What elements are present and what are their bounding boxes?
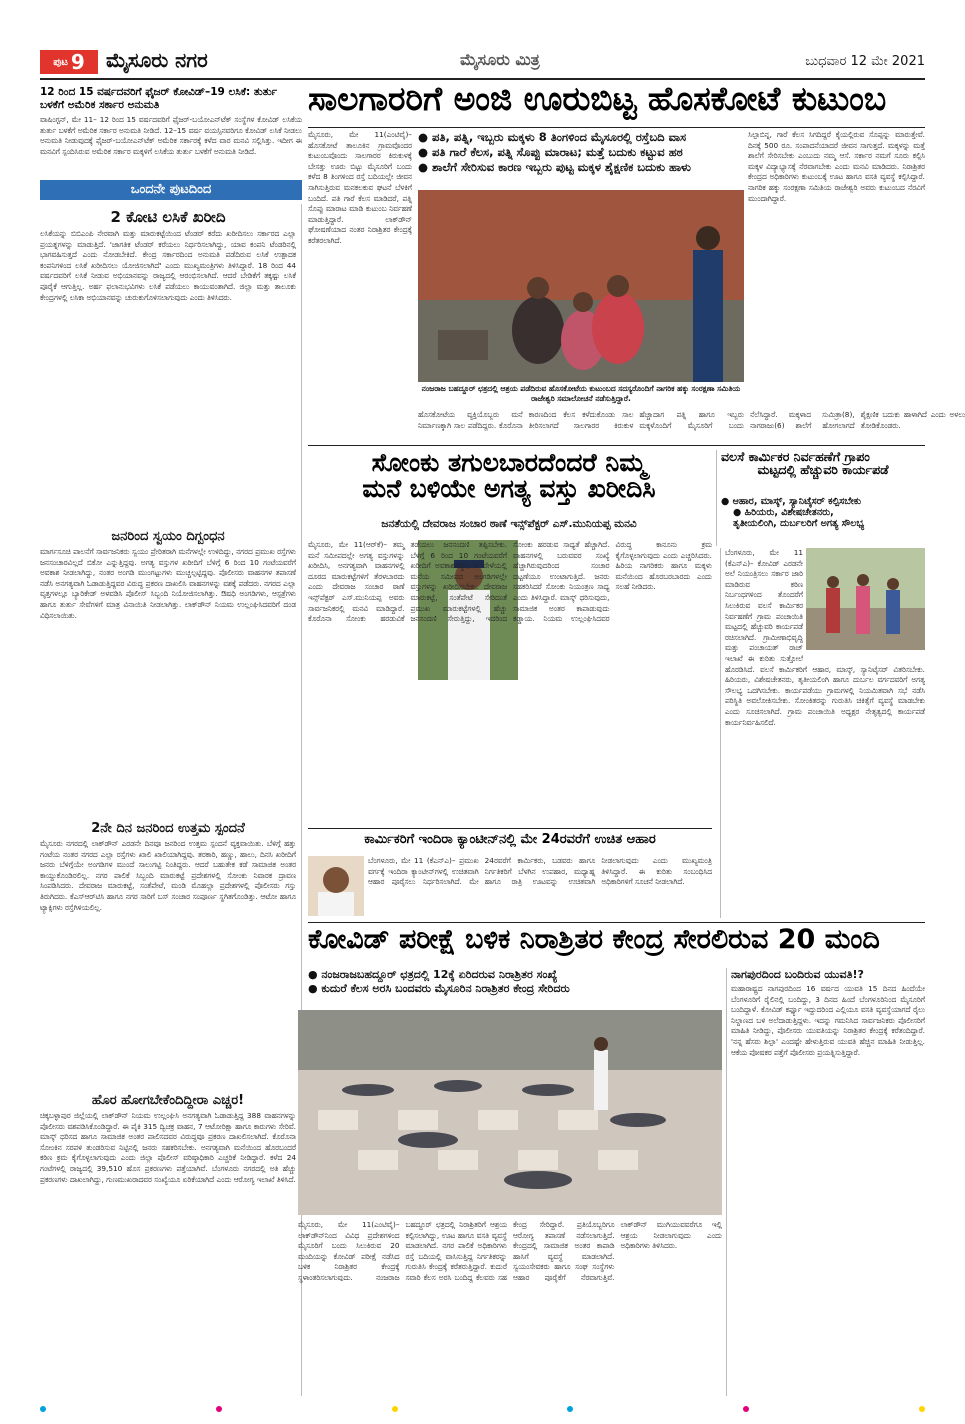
vaccine-purchase-body: ಲಸಿಕೆಯನ್ನು ಬಿಬಿಎಂಪಿ ನೇರವಾಗಿ ಮತ್ತು ಮಾರುಕಟ್ಟೆಯಿಂದ ಟೆಂಡರ್ ಕರೆದು ಖರೀದಿಸಲು ಸರ್ಕಾರದ ಎಲ್ಲಾ ಪ್ರಯತ್ನಗಳನ್ನು ಮಾಡುತ್ತಿದೆ. 'ಜಾಗತಿಕ ಟೆಂಡರ್ ಕರೆಯಲು ನಿರ್ಧರಿಸಲಾಗಿದ್ದು, ಯಾವ ಕಂಪನಿ ಟೆಂಡರಿನಲ್ಲಿ ಭಾಗವಹಿಸುತ್ತದೆ ಎಂದು ನೋಡಬೇಕಿದೆ. ಕೇಂದ್ರ ಸರ್ಕಾರದಿಂದ ಅನುಮತಿ ಪಡೆದಿರುವ ಲಸಿಕೆ ಉತ್ಪಾದಕ ಕಂಪನಿಗಳಿಂದ ಲಸಿಕೆ ಖರೀದಿಸಲು ಯೋಜಿಸಲಾಗಿದೆ' ಎಂದು ಮುಖ್ಯಮಂತ್ರಿಗಳು ತಿಳಿಸಿದ್ದಾರೆ. 18 ರಿಂದ 44 ವರ್ಷದವರಿಗೆ ಲಸಿಕೆ ನೀಡುವ ಅಭಿಯಾನವನ್ನು ರಾಜ್ಯದಲ್ಲಿ ಆರಂಭಿಸಲಾಗಿದೆ. ಆದರೆ ಬೇಡಿಕೆಗೆ ತಕ್ಕಷ್ಟು ಲಸಿಕೆ ಪೂರೈಕೆ ಆಗುತ್ತಿಲ್ಲ. ಅರ್ಹ ಫಲಾನುಭವಿಗಳು ಲಸಿಕೆ ಪಡೆಯಲು ಕಾಯುವಂತಾಗಿದೆ. ಜಿಲ್ಲಾ ಮತ್ತು ತಾಲೂಕು ಕೇಂದ್ರಗಳಲ್ಲಿ ಲಸಿಕಾ ಅಭಿಯಾನವನ್ನು ಚುರುಕುಗೊಳಿಸಲಾಗುವುದು ಎಂದು ತಿಳಿಸಿದರು. bbox=[40, 229, 296, 302]
bottom-story-headline: ಕೋವಿಡ್ ಪರೀಕ್ಷೆ ಬಳಿಕ ನಿರಾಶ್ರಿತರ ಕೇಂದ್ರ ಸೇರಲಿರುವ 20 ಮಂದಿ bbox=[308, 924, 880, 955]
top-story-bullets bbox=[418, 130, 742, 182]
print-registration-marks bbox=[40, 1404, 925, 1414]
family-photo-illustration bbox=[418, 190, 744, 382]
continued-from-page-bar: ಒಂದನೇ ಪುಟದಿಂದ bbox=[40, 180, 302, 200]
self-lockdown-body: ಮಾರ್ಗಸೂಚಿ ಪಾಲನೆಗೆ ಸಾರ್ವಜನಿಕರು ಸ್ವಯಂ ಪ್ರೇರಿತರಾಗಿ ಮನೆಗಳಲ್ಲೇ ಉಳಿದಿದ್ದು, ನಗರದ ಪ್ರಮುಖ ರಸ್ತೆಗಳು ಜನಸಂಚಾರವಿಲ್ಲದೆ ಬಿಕೋ ಎನ್ನುತ್ತಿದ್ದವು. ಅಗತ್ಯ ವಸ್ತುಗಳ ಖರೀದಿಗೆ ಬೆಳಿಗ್ಗೆ 6 ರಿಂದ 10 ಗಂಟೆಯವರೆಗೆ ಅವಕಾಶ ನೀಡಲಾಗಿದ್ದು, ನಂತರ ಅಂಗಡಿ ಮುಂಗಟ್ಟುಗಳು ಮುಚ್ಚಲ್ಪಟ್ಟಿದ್ದವು. ಪೊಲೀಸರು ವಾಹನಗಳ ತಪಾಸಣೆ ನಡೆಸಿ ಅನಗತ್ಯವಾಗಿ ಓಡಾಡುತ್ತಿದ್ದವರ ವಿರುದ್ಧ ಪ್ರಕರಣ ದಾಖಲಿಸಿ ವಾಹನಗಳನ್ನು ವಶಕ್ಕೆ ಪಡೆದರು. ನಗರದ ಎಲ್ಲಾ ವೃತ್ತಗಳಲ್ಲೂ ಬ್ಯಾರಿಕೇಡ್ ಅಳವಡಿಸಿ ಪೊಲೀಸ್ ಸಿಬ್ಬಂದಿ ನಿಯೋಜಿಸಲಾಗಿತ್ತು. ಔಷಧಿ ಅಂಗಡಿಗಳು, ಆಸ್ಪತ್ರೆಗಳು ಹಾಗೂ ತುರ್ತು ಸೇವೆಗಳಿಗೆ ಮಾತ್ರ ವಿನಾಯಿತಿ ನೀಡಲಾಗಿತ್ತು. ಲಾಕ್‌ಡೌನ್ ನಿಯಮ ಉಲ್ಲಂಘಿಸಿದವರಿಗೆ ದಂಡ ವಿಧಿಸಲಾಯಿತು. bbox=[40, 547, 296, 620]
minister-illustration bbox=[308, 856, 364, 916]
cyan-dot bbox=[40, 1406, 46, 1412]
second-day-body: ಮೈಸೂರು ನಗರದಲ್ಲಿ ಲಾಕ್‌ಡೌನ್ ಎರಡನೇ ದಿನವೂ ಜನರಿಂದ ಉತ್ತಮ ಸ್ಪಂದನೆ ವ್ಯಕ್ತವಾಯಿತು. ಬೆಳಿಗ್ಗೆ ಹತ್ತು ಗಂಟೆಯ ನಂತರ ನಗರದ ಎಲ್ಲಾ ರಸ್ತೆಗಳು ಖಾಲಿ ಖಾಲಿಯಾಗಿದ್ದವು. ತರಕಾರಿ, ಹಣ್ಣು, ಹಾಲು, ದಿನಸಿ ಖರೀದಿಗೆ ಜನರು ಬೆಳಿಗ್ಗೆಯೇ ಅಂಗಡಿಗಳ ಮುಂದೆ ಸಾಲುಗಟ್ಟಿ ನಿಂತಿದ್ದರು. ಆದರೆ ಬಹುತೇಕ ಕಡೆ ಸಾಮಾಜಿಕ ಅಂತರ ಕಾಯ್ದುಕೊಂಡಿರಲಿಲ್ಲ. ನಗರ ಪಾಲಿಕೆ ಸಿಬ್ಬಂದಿ ಮಾರುಕಟ್ಟೆ ಪ್ರದೇಶಗಳಲ್ಲಿ ಸೋಂಕು ನಿವಾರಕ ದ್ರಾವಣ ಸಿಂಪಡಿಸಿದರು. ದೇವರಾಜ ಮಾರುಕಟ್ಟೆ, ಸಂತೆಪೇಟೆ, ಮಂಡಿ ಮೊಹಲ್ಲಾ ಪ್ರದೇಶಗಳಲ್ಲಿ ಪೊಲೀಸರು ಗಸ್ತು ತಿರುಗಿದರು. ಕೆಎಸ್‌ಆರ್‌ಟಿಸಿ ಹಾಗೂ ನಗರ ಸಾರಿಗೆ ಬಸ್ ಸಂಚಾರ ಸಂಪೂರ್ಣ ಸ್ಥಗಿತಗೊಂಡಿತ್ತು. ಆಟೋ ಹಾಗೂ ಟ್ಯಾಕ್ಸಿಗಳು ರಸ್ತೆಗಿಳಿಯಲಿಲ್ಲ. bbox=[40, 839, 296, 912]
nagpur-sidebar bbox=[726, 968, 925, 1396]
canteen-headline: ಕಾರ್ಮಿಕರಿಗೆ ಇಂದಿರಾ ಕ್ಯಾಂಟೀನ್‌ನಲ್ಲಿ ಮೇ 24ರವರೆಗೆ ಉಚಿತ ಆಹಾರ bbox=[308, 828, 712, 850]
warning-body: ಚಿಕ್ಕಬಳ್ಳಾಪುರ ಜಿಲ್ಲೆಯಲ್ಲಿ ಲಾಕ್‌ಡೌನ್ ನಿಯಮ ಉಲ್ಲಂಘಿಸಿ ಅನಗತ್ಯವಾಗಿ ಓಡಾಡುತ್ತಿದ್ದ 388 ವಾಹನಗಳನ್ನು ಪೊಲೀಸರು ವಶಪಡಿಸಿಕೊಂಡಿದ್ದಾರೆ. ಈ ಪೈಕಿ 315 ದ್ವಿಚಕ್ರ ವಾಹನ, 7 ಆಟೋರಿಕ್ಷಾ ಹಾಗೂ ಕಾರುಗಳು ಸೇರಿವೆ. ಮಾಸ್ಕ್ ಧರಿಸದ ಹಾಗೂ ಸಾಮಾಜಿಕ ಅಂತರ ಪಾಲಿಸದವರ ವಿರುದ್ಧವೂ ಪ್ರಕರಣ ದಾಖಲಿಸಲಾಗಿದೆ. ಕೊರೊನಾ ಸೋಂಕಿನ ಸರಪಳಿ ತುಂಡರಿಸುವ ನಿಟ್ಟಿನಲ್ಲಿ ಜನರು ಸಹಕರಿಸಬೇಕು. ಅನಗತ್ಯವಾಗಿ ಮನೆಯಿಂದ ಹೊರಬಂದರೆ ಕಠಿಣ ಕ್ರಮ ಕೈಗೊಳ್ಳಲಾಗುವುದು ಎಂದು ಜಿಲ್ಲಾ ಪೊಲೀಸ್ ವರಿಷ್ಠಾಧಿಕಾರಿ ಎಚ್ಚರಿಕೆ ನೀಡಿದ್ದಾರೆ. ಕಳೆದ 24 ಗಂಟೆಗಳಲ್ಲಿ ರಾಜ್ಯದಲ್ಲಿ 39,510 ಹೊಸ ಪ್ರಕರಣಗಳು ಪತ್ತೆಯಾಗಿವೆ. ಬೆಂಗಳೂರು ನಗರದಲ್ಲಿ ಅತಿ ಹೆಚ್ಚು ಪ್ರಕರಣಗಳು ದಾಖಲಾಗಿದ್ದು, ಗುಣಮುಖರಾದವರ ಸಂಖ್ಯೆಯೂ ಏರಿಕೆಯಾಗಿದೆ ಎಂದು ಆರೋಗ್ಯ ಇಲಾಖೆ ತಿಳಿಸಿದೆ. bbox=[40, 1111, 296, 1184]
migrant-headline: ವಲಸೆ ಕಾರ್ಮಿಕರ ನಿರ್ವಹಣೆಗೆ ಗ್ರಾಪಂ ಮಟ್ಟದಲ್ಲಿ ಹೆಚ್ಚುವರಿ ಕಾರ್ಯಪಡೆ bbox=[716, 450, 925, 500]
page-label: ಪುಟ bbox=[53, 56, 68, 68]
bottom-story-body: ಮೈಸೂರು, ಮೇ 11(ಎಂಟಿವೈ)– ಲಾಕ್‌ಡೌನ್‌ನಿಂದ ವಿವಿಧ ಪ್ರದೇಶಗಳಿಂದ ಮೈಸೂರಿಗೆ ಬಂದು ಸಿಲುಕಿರುವ 20 ಮಂದಿಯನ್ನು ಕೋವಿಡ್ ಪರೀಕ್ಷೆ ನಡೆಸಿದ ಬಳಿಕ ನಿರಾಶ್ರಿತರ ಕೇಂದ್ರಕ್ಕೆ ಸ್ಥಳಾಂತರಿಸಲಾಗುವುದು. ನಂಜರಾಜ ಬಹದ್ದೂರ್ ಛತ್ರದಲ್ಲಿ ನಿರಾಶ್ರಿತರಿಗೆ ಆಶ್ರಯ ಕಲ್ಪಿಸಲಾಗಿದ್ದು, ಊಟ ಹಾಗೂ ವಸತಿ ವ್ಯವಸ್ಥೆ ಮಾಡಲಾಗಿದೆ. ನಗರ ಪಾಲಿಕೆ ಅಧಿಕಾರಿಗಳು ರಸ್ತೆ ಬದಿಯಲ್ಲಿ ವಾಸಿಸುತ್ತಿದ್ದ ನಿರ್ಗತಿಕರನ್ನು ಗುರುತಿಸಿ ಕೇಂದ್ರಕ್ಕೆ ಕರೆತರುತ್ತಿದ್ದಾರೆ. ಕುದುರೆ ಸವಾರಿ ಕೆಲಸ ಅರಸಿ ಬಂದಿದ್ದ ಕೆಲವರು ಸಹ ಕೇಂದ್ರ ಸೇರಿದ್ದಾರೆ. ಪ್ರತಿಯೊಬ್ಬರಿಗೂ ಆರೋಗ್ಯ ತಪಾಸಣೆ ನಡೆಸಲಾಗುತ್ತಿದೆ. ಕೇಂದ್ರದಲ್ಲಿ ಸಾಮಾಜಿಕ ಅಂತರ ಕಾಪಾಡಿ ಹಾಸಿಗೆ ವ್ಯವಸ್ಥೆ ಮಾಡಲಾಗಿದೆ. ಸ್ವಯಂಸೇವಕರು ಹಾಗೂ ಸಂಘ ಸಂಸ್ಥೆಗಳು ಆಹಾರ ಪೂರೈಕೆಗೆ ನೆರವಾಗುತ್ತಿವೆ. ಲಾಕ್‌ಡೌನ್ ಮುಗಿಯುವವರೆಗೂ ಇಲ್ಲಿ ಆಶ್ರಯ ನೀಡಲಾಗುವುದು ಎಂದು ಅಧಿಕಾರಿಗಳು ತಿಳಿಸಿದರು. bbox=[298, 1220, 722, 1282]
infection-headline: ಸೋಂಕು ತಗುಲಬಾರದೆಂದರೆ ನಿಮ್ಮ ಮನೆ ಬಳಿಯೇ ಅಗತ್ಯ ವಸ್ತು ಖರೀದಿಸಿ bbox=[362, 448, 656, 504]
family-photo bbox=[418, 190, 744, 382]
top-story-headline: ಸಾಲಗಾರರಿಗೆ ಅಂಜಿ ಊರುಬಿಟ್ಟ ಹೊಸಕೋಟೆ ಕುಟುಂಬ bbox=[308, 79, 887, 118]
top-story-col3: ಸಿಲ್ಪಾಬಿನ್ನ, ಗಾರೆ ಕೆಲಸ ಸಿಗದಿದ್ದರೆ ಕೈಯಲ್ಲಿರುವ ಸೊಪ್ಪನ್ನು ಮಾರುತ್ತೇವೆ. ದಿನಕ್ಕೆ 500 ರೂ. ಸಂಪಾದನೆಯಾದರೆ ಜೀವನ ಸಾಗುತ್ತದೆ. ಮಕ್ಕಳನ್ನು ಮತ್ತೆ ಶಾಲೆಗೆ ಸೇರಿಸಬೇಕು ಎಂಬುದು ನಮ್ಮ ಆಸೆ. ಸರ್ಕಾರ ನಮಗೆ ಸೂರು ಕಲ್ಪಿಸಿ ಮಕ್ಕಳ ವಿದ್ಯಾಭ್ಯಾಸಕ್ಕೆ ನೆರವಾಗಬೇಕು ಎಂದು ಮನವಿ ಮಾಡಿದರು. ನಿರಾಶ್ರಿತರ ಕೇಂದ್ರದ ಅಧಿಕಾರಿಗಳು ಕುಟುಂಬಕ್ಕೆ ಊಟ ಹಾಗೂ ವಸತಿ ವ್ಯವಸ್ಥೆ ಕಲ್ಪಿಸಿದ್ದಾರೆ. ನಾಗರಿಕ ಹಕ್ಕು ಸಂರಕ್ಷಣಾ ಸಮಿತಿಯ ರಾಜೇಶ್ವರಿ ಅವರು ಕುಟುಂಬದ ನೆರವಿಗೆ ಮುಂದಾಗಿದ್ದಾರೆ. bbox=[748, 130, 925, 203]
heading-second-day: 2ನೇ ದಿನ ಜನರಿಂದ ಉತ್ತಮ ಸ್ಪಂದನೆ bbox=[91, 821, 245, 836]
bottom-story-bullets: ● ನಂಜರಾಜಬಹದ್ದೂರ್ ಛತ್ರದಲ್ಲಿ 12ಕ್ಕೆ ಏರಿದರುವ ನಿರಾಶ್ರಿತರ ಸಂಖ್ಯೆ ● ಕುದುರೆ ಕೆಲಸ ಅರಸಿ ಬಂದವರು ಮೈಸೂರಿನ ನಿರಾಶ್ರಿತರ ಕೇಂದ್ರ ಸೇರಿದರು bbox=[308, 968, 570, 995]
divider bbox=[308, 127, 925, 128]
infection-body: ಮೈಸೂರು, ಮೇ 11(ಆರ್‌ಕೆ)– ತಮ್ಮ ಮನೆ ಸಮೀಪದಲ್ಲೇ ಅಗತ್ಯ ವಸ್ತುಗಳನ್ನು ಖರೀದಿಸಿ, ಅನಗತ್ಯವಾಗಿ ವಾಹನಗಳಲ್ಲಿ ದೂರದ ಮಾರುಕಟ್ಟೆಗಳಿಗೆ ತೆರಳಬಾರದು ಎಂದು ದೇವರಾಜ ಸಂಚಾರ ಠಾಣೆ ಇನ್ಸ್‌ಪೆಕ್ಟರ್ ಎಸ್.ಮುನಿಯಪ್ಪ ಅವರು ಸಾರ್ವಜನಿಕರಲ್ಲಿ ಮನವಿ ಮಾಡಿದ್ದಾರೆ. ಕೊರೊನಾ ಸೋಂಕು ಹರಡುವಿಕೆ ತಡೆಯಲು ಜನಸಂದಣಿ ತಪ್ಪಿಸಬೇಕು. ಬೆಳಿಗ್ಗೆ 6 ರಿಂದ 10 ಗಂಟೆಯವರೆಗೆ ಖರೀದಿಗೆ ಅವಕಾಶವಿದ್ದು, ಆ ವೇಳೆಯಲ್ಲಿ ಮನೆಯ ಸಮೀಪದ ಅಂಗಡಿಗಳಲ್ಲೇ ವಸ್ತುಗಳನ್ನು ಖರೀದಿಸಬೇಕು. ದೇವರಾಜ ಮಾರುಕಟ್ಟೆ, ಸಂತೆಪೇಟೆ ಸೇರಿದಂತೆ ಪ್ರಮುಖ ಮಾರುಕಟ್ಟೆಗಳಲ್ಲಿ ಹೆಚ್ಚು ಜನಸಂದಣಿ ಸೇರುತ್ತಿದ್ದು, ಇದರಿಂದ ಸೋಂಕು ಹರಡುವ ಸಾಧ್ಯತೆ ಹೆಚ್ಚಾಗಿದೆ. ವಾಹನಗಳಲ್ಲಿ ಬರುವವರ ಸಂಖ್ಯೆ ಹೆಚ್ಚಾಗಿರುವುದರಿಂದ ಸಂಚಾರ ದಟ್ಟಣೆಯೂ ಉಂಟಾಗುತ್ತಿದೆ. ಜನರು ಸಹಕರಿಸಿದರೆ ಸೋಂಕು ನಿಯಂತ್ರಣ ಸಾಧ್ಯ ಎಂದು ತಿಳಿಸಿದ್ದಾರೆ. ಮಾಸ್ಕ್ ಧರಿಸುವುದು, ಸಾಮಾಜಿಕ ಅಂತರ ಕಾಪಾಡುವುದು ಕಡ್ಡಾಯ. ನಿಯಮ ಉಲ್ಲಂಘಿಸಿದವರ ವಿರುದ್ಧ ಕಾನೂನು ಕ್ರಮ ಕೈಗೊಳ್ಳಲಾಗುವುದು ಎಂದು ಎಚ್ಚರಿಸಿದರು. ಹಿರಿಯ ನಾಗರಿಕರು ಹಾಗೂ ಮಕ್ಕಳು ಮನೆಯಿಂದ ಹೊರಬರಬಾರದು ಎಂದು ಸಲಹೆ ನೀಡಿದರು. bbox=[308, 540, 712, 624]
yellow-dot bbox=[392, 1406, 398, 1412]
left-column bbox=[40, 204, 302, 1396]
top-story-col2: ಹೊಸಕೋಟೆಯ ವ್ಯಕ್ತಿಯೊಬ್ಬರು ಮನೆ ನಿರ್ಮಾಣಕ್ಕಾಗಿ ಸಾಲ ಪಡೆದಿದ್ದರು. ಕೊರೊನಾ ಕಾರಣದಿಂದ ಕೆಲಸ ಕಳೆದುಕೊಂಡು ಸಾಲ ತೀರಿಸಲಾಗದೆ ಸಾಲಗಾರರ ಕಿರುಕುಳ ಹೆಚ್ಚಾದಾಗ ಪತ್ನಿ ಹಾಗೂ ಇಬ್ಬರು ಮಕ್ಕಳೊಂದಿಗೆ ಮೈಸೂರಿಗೆ ಬಂದು ನೆಲೆಸಿದ್ದಾರೆ. ಮಕ್ಕಳಾದ ಸುಮಿತ್ರಾ(8), ನಾಗರಾಜು(6) ಶಾಲೆಗೆ ಹೋಗಲಾಗದೆ ಶೈಕ್ಷಣಿಕ ಬದುಕು ಹಾಳಾಗಿದೆ ಎಂದು ಅಳಲು ತೋಡಿಕೊಂಡರು. bbox=[418, 410, 965, 430]
magenta-dot bbox=[216, 1406, 222, 1412]
shelter-illustration bbox=[298, 1010, 722, 1215]
page-number: 9 bbox=[70, 50, 85, 74]
masthead bbox=[40, 46, 925, 80]
infection-subheading: ಜನತೆಯಲ್ಲಿ ದೇವರಾಜ ಸಂಚಾರ ಠಾಣೆ ಇನ್ಸ್‌ಪೆಕ್ಟರ್ ಎಸ್.ಮುನಿಯಪ್ಪ ಮನವಿ bbox=[381, 518, 637, 530]
canteen-body: ಬೆಂಗಳೂರು, ಮೇ 11 (ಕೆಎನ್‌ಎ)– ಪ್ರಮುಖ ವರ್ಗಕ್ಕೆ ಇಂದಿರಾ ಕ್ಯಾಂಟೀನ್‌ಗಳಲ್ಲಿ ಉಚಿತವಾಗಿ ಆಹಾರ ಪೂರೈಸಲು ನಿರ್ಧರಿಸಲಾಗಿದೆ. ಮೇ 24ರವರೆಗೆ ಕಾರ್ಮಿಕರು, ಬಡವರು ಹಾಗೂ ನಿರ್ಗತಿಕರಿಗೆ ಬೆಳಗಿನ ಉಪಹಾರ, ಮಧ್ಯಾಹ್ನ ಹಾಗೂ ರಾತ್ರಿ ಊಟವನ್ನು ಉಚಿತವಾಗಿ ನೀಡಲಾಗುವುದು ಎಂದು ಮುಖ್ಯಮಂತ್ರಿ ತಿಳಿಸಿದ್ದಾರೆ. ಈ ಕುರಿತು ಸಂಬಂಧಿಸಿದ ಅಧಿಕಾರಿಗಳಿಗೆ ಸೂಚನೆ ನೀಡಲಾಗಿದೆ. bbox=[368, 856, 712, 887]
migrant-body: ಬೆಂಗಳೂರು, ಮೇ 11 (ಕೆಎನ್‌ಎ)– ಕೋವಿಡ್ ಎರಡನೇ ಅಲೆ ನಿಯಂತ್ರಿಸಲು ಸರ್ಕಾರ ಜಾರಿ ಮಾಡಿರುವ ಕಠಿಣ ನಿರ್ಬಂಧಗಳಿಂದ ತೊಂದರೆಗೆ ಸಿಲುಕಿರುವ ವಲಸೆ ಕಾರ್ಮಿಕರ ನಿರ್ವಹಣೆಗೆ ಗ್ರಾಮ ಪಂಚಾಯಿತಿ ಮಟ್ಟದಲ್ಲಿ ಹೆಚ್ಚುವರಿ ಕಾರ್ಯಪಡೆ ರಚಿಸಲಾಗಿದೆ. ಗ್ರಾಮೀಣಾಭಿವೃದ್ಧಿ ಮತ್ತು ಪಂಚಾಯತ್ ರಾಜ್ ಇಲಾಖೆ ಈ ಕುರಿತು ಸುತ್ತೋಲೆ ಹೊರಡಿಸಿದೆ. ವಲಸೆ ಕಾರ್ಮಿಕರಿಗೆ ಆಹಾರ, ಮಾಸ್ಕ್, ಸ್ಯಾನಿಟೈಸರ್ ವಿತರಿಸಬೇಕು. ಹಿರಿಯರು, ವಿಶೇಷಚೇತನರು, ತೃತೀಯಲಿಂಗಿ ಹಾಗೂ ದುರ್ಬಲ ವರ್ಗದವರಿಗೆ ಅಗತ್ಯ ಸೌಲಭ್ಯ ಒದಗಿಸಬೇಕು. ಕಾರ್ಯಪಡೆಯು ಗ್ರಾಮಗಳಲ್ಲಿ ನಿಯಮಿತವಾಗಿ ಸಭೆ ನಡೆಸಿ ಪರಿಸ್ಥಿತಿ ಅವಲೋಕಿಸಬೇಕು. ಸೋಂಕಿತರನ್ನು ಗುರುತಿಸಿ ಚಿಕಿತ್ಸೆಗೆ ವ್ಯವಸ್ಥೆ ಮಾಡಬೇಕು ಎಂದು ಸೂಚಿಸಲಾಗಿದೆ. ಗ್ರಾಮ ಪಂಚಾಯಿತಿ ಅಧ್ಯಕ್ಷರ ನೇತೃತ್ವದಲ್ಲಿ ಕಾರ್ಯಪಡೆ ಕಾರ್ಯನಿರ್ವಹಿಸಲಿದೆ. bbox=[720, 548, 925, 918]
top-bullet-2: ● ಪತಿ ಗಾರೆ ಕೆಲಸ, ಪತ್ನಿ ಸೊಪ್ಪು ಮಾರಾಟ; ಮತ್ತೆ ಬದುಕು ಕಟ್ಟುವ ಹಠ bbox=[418, 145, 683, 159]
minister-photo bbox=[308, 856, 364, 916]
heading-warning: ಹೊರ ಹೋಗಬೇಕೆಂದಿದ್ದೀರಾ ಎಚ್ಚರ! bbox=[91, 1093, 245, 1108]
nagpur-title: ನಾಗಪುರದಿಂದ ಬಂದಿರುವ ಯುವತಿ!? bbox=[731, 968, 864, 981]
heading-self-lockdown: ಜನರಿಂದ ಸ್ವಯಂ ದಿಗ್ಬಂಧನ bbox=[111, 529, 225, 544]
migrant-bullets: ● ಆಹಾರ, ಮಾಸ್ಕ್, ಸ್ಯಾನಿಟೈಸರ್ ಕಲ್ಪಿಸಬೇಕು ● ಹಿರಿಯರು, ವಿಶೇಷಚೇತನರು, ತೃತೀಯಲಿಂಗಿ, ದುರ್ಬಲರಿಗೆ ಅಗತ್ಯ ಸೌಲಭ್ಯ bbox=[716, 496, 925, 546]
top-story-col1: ಮೈಸೂರು, ಮೇ 11(ಎಂಟಿವೈ)– ಹೊಸಕೋಟೆ ತಾಲೂಕಿನ ಗ್ರಾಮವೊಂದರ ಕುಟುಂಬವೊಂದು ಸಾಲಗಾರರ ಕಿರುಕುಳಕ್ಕೆ ಬೇಸತ್ತು ಊರು ಬಿಟ್ಟು ಮೈಸೂರಿಗೆ ಬಂದು ಕಳೆದ 8 ತಿಂಗಳಿಂದ ರಸ್ತೆ ಬದಿಯಲ್ಲೇ ಜೀವನ ಸಾಗಿಸುತ್ತಿರುವ ಮನಕಲಕುವ ಘಟನೆ ಬೆಳಕಿಗೆ ಬಂದಿದೆ. ಪತಿ ಗಾರೆ ಕೆಲಸ ಮಾಡಿದರೆ, ಪತ್ನಿ ಸೊಪ್ಪು ಮಾರಾಟ ಮಾಡಿ ಕುಟುಂಬ ನಿರ್ವಹಣೆ ಮಾಡುತ್ತಿದ್ದಾರೆ. ಲಾಕ್‌ಡೌನ್ ಘೋಷಣೆಯಾದ ನಂತರ ನಿರಾಶ್ರಿತರ ಕೇಂದ್ರಕ್ಕೆ ಕರೆತರಲಾಗಿದೆ. bbox=[308, 130, 412, 245]
top-bullet-3: ● ಶಾಲೆಗೆ ಸೇರಿಸುವ ಕಾರಣ ಇಬ್ಬರು ಪುಟ್ಟ ಮಕ್ಕಳ ಶೈಕ್ಷಣಿಕ ಬದುಕು ಹಾಳು bbox=[418, 160, 691, 174]
nagpur-body: ಮಹಾರಾಷ್ಟ್ರದ ನಾಗಪುರದಿಂದ 16 ವರ್ಷದ ಯುವತಿ 15 ದಿನದ ಹಿಂದೆಯೇ ಬೆಂಗಳೂರಿಗೆ ರೈಲಿನಲ್ಲಿ ಬಂದಿದ್ದು, 3 ದಿನದ ಹಿಂದೆ ಬೆಂಗಳೂರಿನಿಂದ ಮೈಸೂರಿಗೆ ಬಂದಿದ್ದಾಳೆ. ಕೋವಿಡ್ ಕರ್ಫ್ಯೂ ಇದ್ದುದರಿಂದ ಎಲ್ಲಿಯೂ ವಸತಿ ವ್ಯವಸ್ಥೆಯಾಗದೆ ರೈಲು ನಿಲ್ದಾಣದ ಬಳಿ ಅಲೆದಾಡುತ್ತಿದ್ದಳು. ಇದನ್ನು ಗಮನಿಸಿದ ಸಾರ್ವಜನಿಕರು ಪೊಲೀಸರಿಗೆ ಮಾಹಿತಿ ನೀಡಿದ್ದು, ಪೊಲೀಸರು ಯುವತಿಯನ್ನು ನಿರಾಶ್ರಿತರ ಕೇಂದ್ರಕ್ಕೆ ಕರೆತಂದಿದ್ದಾರೆ. 'ನನ್ನ ಹೆಸರು ಶಿಲ್ಪಾ' ಎಂದಷ್ಟೇ ಹೇಳುತ್ತಿರುವ ಯುವತಿ ಹೆಚ್ಚಿನ ಮಾಹಿತಿ ನೀಡುತ್ತಿಲ್ಲ. ಆಕೆಯ ಪೋಷಕರ ಪತ್ತೆಗೆ ಪೊಲೀಸರು ಪ್ರಯತ್ನಿಸುತ್ತಿದ್ದಾರೆ. bbox=[731, 984, 925, 1057]
newspaper-logo: ಮೈಸೂರು ಮಿತ್ರ bbox=[460, 50, 540, 69]
family-photo-caption: ನಂಜರಾಜ ಬಹದ್ದೂರ್ ಛತ್ರದಲ್ಲಿ ಆಶ್ರಯ ಪಡೆದಿರುವ ಹೊಸಕೋಟೆಯ ಕುಟುಂಬದ ಸದಸ್ಯರೊಂದಿಗೆ ನಾಗರಿಕ ಹಕ್ಕು ಸಂರಕ್ಷಣಾ ಸಮಿತಿಯ ರಾಜೇಶ್ವರಿ ಸಮಾಲೋಚನೆ ನಡೆಸುತ್ತಿದ್ದಾರೆ. bbox=[421, 384, 741, 403]
shelter-photo bbox=[298, 1010, 722, 1215]
section-title: ಮೈಸೂರು ನಗರ bbox=[106, 48, 208, 72]
left-top-body: ವಾಷಿಂಗ್ಟನ್, ಮೇ 11– 12 ರಿಂದ 15 ವರ್ಷದವರಿಗೆ ಫೈಜರ್-ಬಯೋಎನ್‌ಟೆಕ್ ಸಂಸ್ಥೆಗಳ ಕೋವಿಡ್ ಲಸಿಕೆಯ ತುರ್ತು ಬಳಕೆಗೆ ಅಮೆರಿಕ ಸರ್ಕಾರ ಅನುಮತಿ ನೀಡಿದೆ. 12–15 ವರ್ಷ ವಯಸ್ಸಿನವರಿಗೂ ಕೋವಿಡ್ ಲಸಿಕೆ ನೀಡಲು ಅನುಮತಿ ನೀಡುವುದಕ್ಕೆ ಫೈಜರ್-ಬಯೋಎನ್‌ಟೆಕ್ ಅಮೆರಿಕ ಸರ್ಕಾರಕ್ಕೆ ಕಳೆದ ವಾರ ಮನವಿ ಸಲ್ಲಿಸಿತ್ತು. ಇದೀಗ ಈ ಮನವಿಗೆ ಸ್ಪಂದಿಸಿರುವ ಅಮೆರಿಕ ಸರ್ಕಾರ ಮಕ್ಕಳಿಗೆ ಲಸಿಕೆಯ ತುರ್ತು ಬಳಕೆಗೆ ಅನುಮತಿ ನೀಡಿದೆ. bbox=[40, 115, 302, 156]
page-number-badge bbox=[40, 50, 98, 74]
left-top-headline: 12 ರಿಂದ 15 ವರ್ಷದವರಿಗೆ ಫೈಜರ್ ಕೋವಿಡ್–19 ಲಸಿಕೆ: ತುರ್ತು ಬಳಕೆಗೆ ಅಮೆರಿಕ ಸರ್ಕಾರ ಅನುಮತಿ bbox=[40, 86, 278, 111]
issue-date: ಬುಧವಾರ 12 ಮೇ 2021 bbox=[805, 54, 925, 69]
top-bullet-1: ● ಪತಿ, ಪತ್ನಿ, ಇಬ್ಬರು ಮಕ್ಕಳು 8 ತಿಂಗಳಿಂದ ಮೈಸೂರಲ್ಲಿ ರಸ್ತೆಬದಿ ವಾಸ bbox=[418, 130, 687, 144]
heading-vaccine-purchase: 2 ಕೋಟಿ ಲಸಿಕೆ ಖರೀದಿ bbox=[110, 208, 226, 226]
